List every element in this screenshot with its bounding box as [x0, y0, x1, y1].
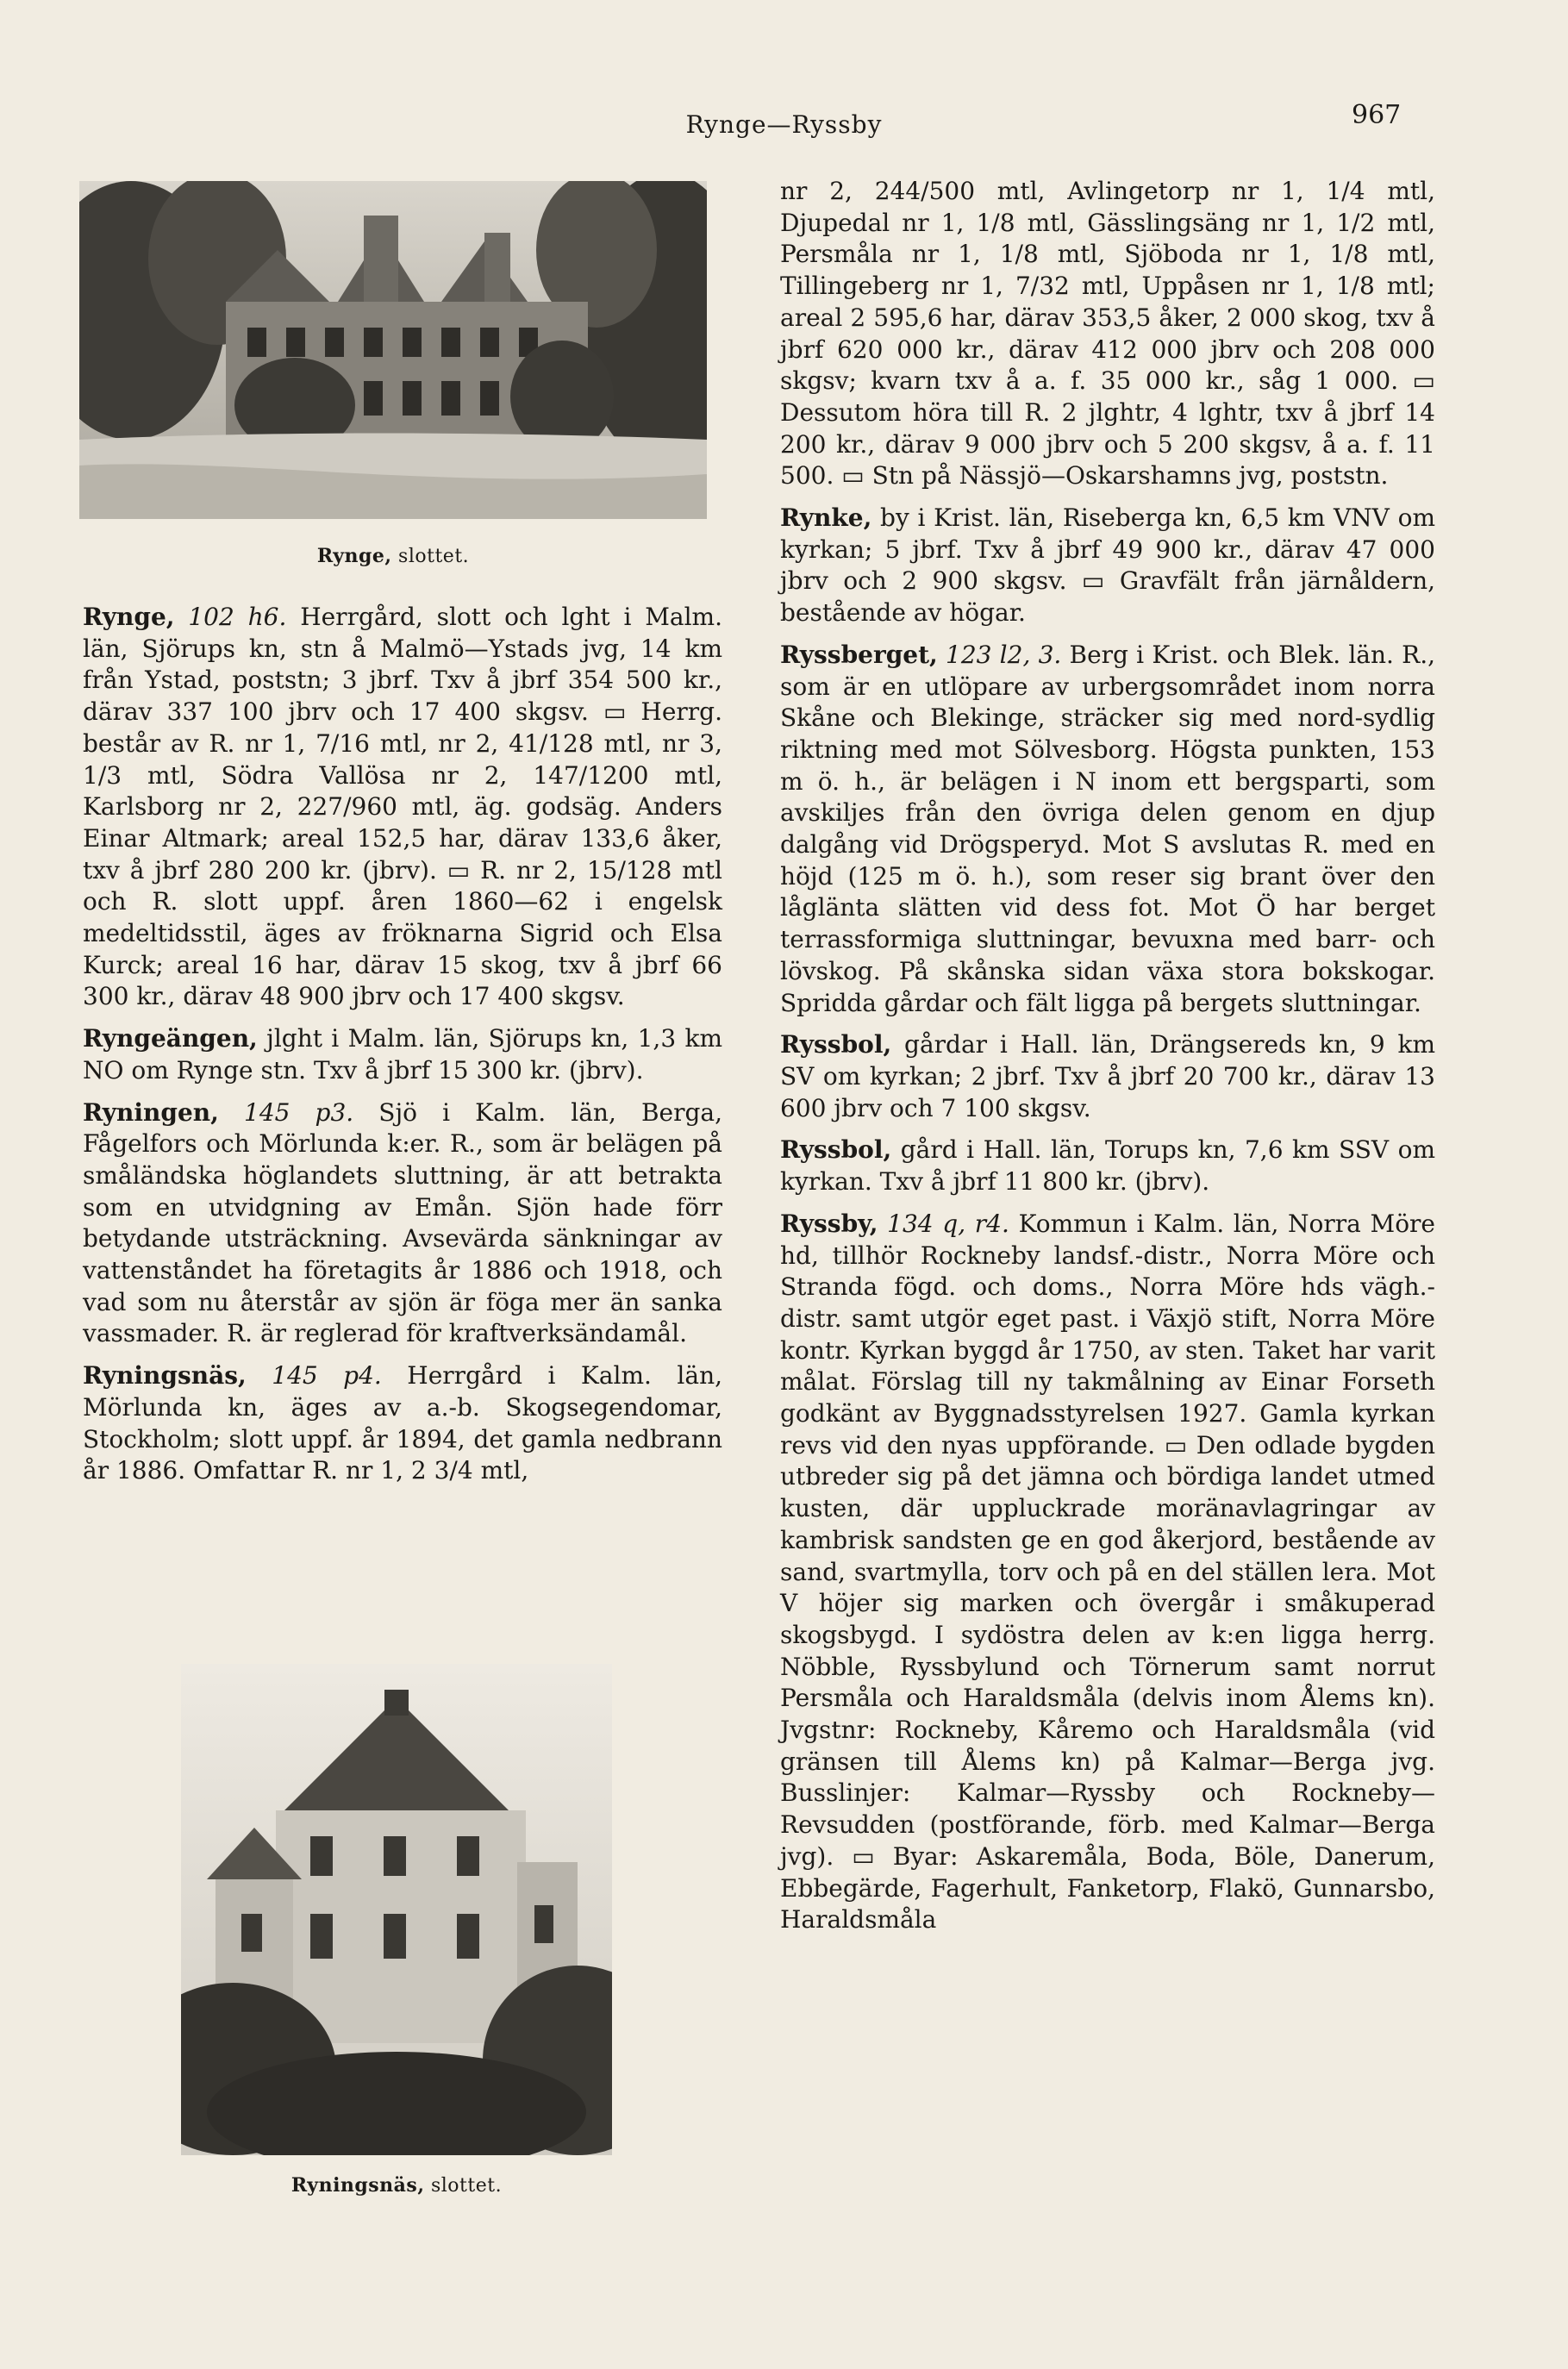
entry-text: Berg i Krist. och Blek. län. R., som är en utlöpare av urbergsområdet inom norra Skåne och Blekinge, sträcker sig med nord-sydlig riktning med mot Sölvesborg. Högsta punkten, 153 m ö. h., är belägen i N inom ett bergsparti, som avskiljes från den övriga delen genom en djup dalgång vid Drögsperyd. Mot S avslutas R. med en höjd (125 m ö. h.), som reser sig brant över den låglänta slätten vid dess fot. Mot Ö har berget terrassformiga sluttningar, bevuxna med barr- och lövskog. På skånska sidan växa stora bokskogar. Spridda gårdar och fält ligga på bergets sluttningar.	[780, 640, 1435, 1017]
photo-ryningsnas-castle	[181, 1664, 612, 2155]
caption-bold: Ryningsnäs,	[290, 2174, 425, 2197]
entry-text: jlght i Malm. län, Sjörups kn, 1,3 km NO om Rynge stn. Txv å jbrf 15 300 kr. (jbrv).	[83, 1024, 722, 1084]
caption-bold: Rynge,	[316, 545, 392, 567]
entry-headword: Ryningen,	[83, 1097, 219, 1127]
entry-headword: Rynge,	[83, 603, 175, 631]
entry-rynge	[83, 602, 722, 1013]
caption-rest: slottet.	[424, 2175, 503, 2197]
entry-text: nr 2, 244/500 mtl, Avlingetorp nr 1, 1/4 mtl, Djupedal nr 1, 1/8 mtl, Gässlingsäng nr 1, 1/2 mtl, Persmåla nr 1, 1/8 mtl, Sjöboda nr 1, 1/8 mtl, Tillingeberg nr 1, 7/32 mtl, Uppåsen nr 1, 1/8 mtl; areal 2 595,6 har, därav 353,5 åker, 2 000 skog, txv å jbrf 620 000 kr., därav 412 000 jbrv och 208 000 skgsv; kvarn txv å a. f. 35 000 kr., såg 1 000. ▭ Dessutom höra till R. 2 jlghtr, 4 lghtr, txv å jbrf 14 200 kr., därav 9 000 jbrv och 5 200 skgsv, å a. f. 11 500. ▭ Stn på Nässjö—Oskarshamns jvg, poststn.	[780, 177, 1435, 491]
entry-text: by i Krist. län, Riseberga kn, 6,5 km VNV om kyrkan; 5 jbrf. Txv å jbrf 49 900 kr., därav 47 000 jbrv och 2 900 skgsv. ▭ Gravfält från järnåldern, bestående av högar.	[780, 503, 1435, 628]
entry-ryningsnas-continued	[780, 176, 1435, 492]
page-number: 967	[1352, 100, 1402, 130]
entry-text: gårdar i Hall. län, Drängsereds kn, 9 km SV om kyrkan; 2 jbrf. Txv å jbrf 20 700 kr., därav 13 600 jbrv och 7 100 skgsv.	[780, 1030, 1435, 1122]
photo-ryningsnas-caption	[181, 2174, 612, 2197]
entry-rynke	[780, 503, 1435, 629]
entry-map-ref: 123 l2, 3.	[937, 640, 1062, 669]
entry-map-ref: 145 p3.	[218, 1097, 354, 1127]
entry-ryngeangen	[83, 1023, 722, 1086]
entry-text: Herrgård i Kalm. län, Mörlunda kn, äges av a.-b. Skogsegendomar, Stockholm; slott uppf. år 1894, det gamla nedbrann år 1886. Omfattar R. nr 1, 2 3/4 mtl,	[83, 1361, 723, 1485]
entry-text: gård i Hall. län, Torups kn, 7,6 km SSV om kyrkan. Txv å jbrf 11 800 kr. (jbrv).	[780, 1135, 1435, 1197]
entry-ryningsnas	[83, 1360, 722, 1487]
right-column	[780, 176, 1435, 1947]
entry-text: Kommun i Kalm. län, Norra Möre hd, tillhör Rockneby landsf.-distr., Norra Möre och Stranda fögd. och doms., Norra Möre hds vägh.-distr. samt utgör eget past. i Växjö stift, Norra Möre kontr. Kyrkan byggd år 1750, av sten. Taket har varit målat. Förslag till ny takmålning av Einar Forseth godkänt av Byggnadsstyrelsen 1927. Gamla kyrkan revs vid den nyas uppförande. ▭ Den odlade bygden utbreder sig på det jämna och bördiga landet utmed kusten, där uppluckrade moränavlagringar av kambrisk sandsten ge en god åkerjord, bestående av sand, svartmylla, torv och på en del ställen lera. Mot V höjer sig marken och övergår i småkuperad skogsbygd. I sydöstra delen av k:en ligga herrg. Nöbble, Ryssbylund och Törnerum samt norrut Persmåla och Haraldsmåla (delvis inom Ålems kn). Jvgstnr: Rockneby, Kåremo och Haraldsmåla (vid gränsen till Ålems kn) på Kalmar—Berga jvg. Busslinjer: Kalmar—Ryssby och Rockneby—Revsudden (postförande, förb. med Kalmar—Berga jvg). ▭ Byar: Askaremåla, Boda, Böle, Danerum, Ebbegärde, Fagerhult, Fanketorp, Flakö, Gunnarsbo, Haraldsmåla	[780, 1209, 1436, 1935]
villa-photo-illustration	[181, 1664, 612, 2155]
left-column	[83, 602, 722, 1497]
entry-headword: Ryssby,	[780, 1209, 878, 1238]
entry-headword: Ryssberget,	[780, 640, 938, 669]
entry-headword: Ryngeängen,	[83, 1024, 258, 1053]
entry-ryningen	[83, 1097, 722, 1351]
entry-map-ref: 145 p4.	[246, 1361, 382, 1391]
photo-rynge-caption	[79, 545, 707, 567]
entry-headword: Ryssbol,	[780, 1135, 892, 1165]
entry-map-ref: 134 q, r4.	[878, 1209, 1009, 1238]
photo-rynge-castle	[79, 181, 707, 519]
entry-headword: Ryssbol,	[780, 1030, 892, 1059]
caption-rest: slottet.	[391, 546, 470, 567]
entry-ryssbol-drangsered	[780, 1029, 1435, 1124]
entry-headword: Rynke,	[780, 503, 872, 533]
entry-headword: Ryningsnäs,	[83, 1361, 247, 1391]
entry-ryssbol-torup	[780, 1134, 1435, 1197]
castle-photo-illustration	[79, 181, 707, 519]
entry-map-ref: 102 h6.	[174, 603, 287, 631]
entry-text: Herrgård, slott och lght i Malm. län, Sjörups kn, stn å Malmö—Ystads jvg, 14 km från Ystad, poststn; 3 jbrf. Txv å jbrf 354 500 kr., därav 337 100 jbrv och 17 400 skgsv. ▭ Herrg. består av R. nr 1, 7/16 mtl, nr 2, 41/128 mtl, nr 3, 1/3 mtl, Södra Vallösa nr 2, 147/1200 mtl, Karlsborg nr 2, 227/960 mtl, äg. godsäg. Anders Einar Altmark; areal 152,5 har, därav 133,6 åker, txv å jbrf 280 200 kr. (jbrv). ▭ R. nr 2, 15/128 mtl och R. slott uppf. åren 1860—62 i engelsk medeltidsstil, äges av fröknarna Sigrid och Elsa Kurck; areal 16 har, därav 15 skog, txv å jbrf 66 300 kr., därav 48 900 jbrv och 17 400 skgsv.	[83, 603, 722, 1011]
running-head: Rynge—Ryssby	[685, 110, 883, 139]
entry-text: Sjö i Kalm. län, Berga, Fågelfors och Mörlunda k:er. R., som är belägen på småländska höglandets sluttning, är att betrakta som en utvidgning av Emån. Sjön hade förr betydande utsträckning. Avsevärda sänkningar av vattenståndet ha företagits år 1886 och 1918, och vad som nu återstår av sjön är föga mer än sanka vassmader. R. är reglerad för kraftverksändamål.	[83, 1097, 722, 1348]
entry-ryssby	[780, 1209, 1435, 1936]
entry-ryssberget	[780, 640, 1435, 1019]
